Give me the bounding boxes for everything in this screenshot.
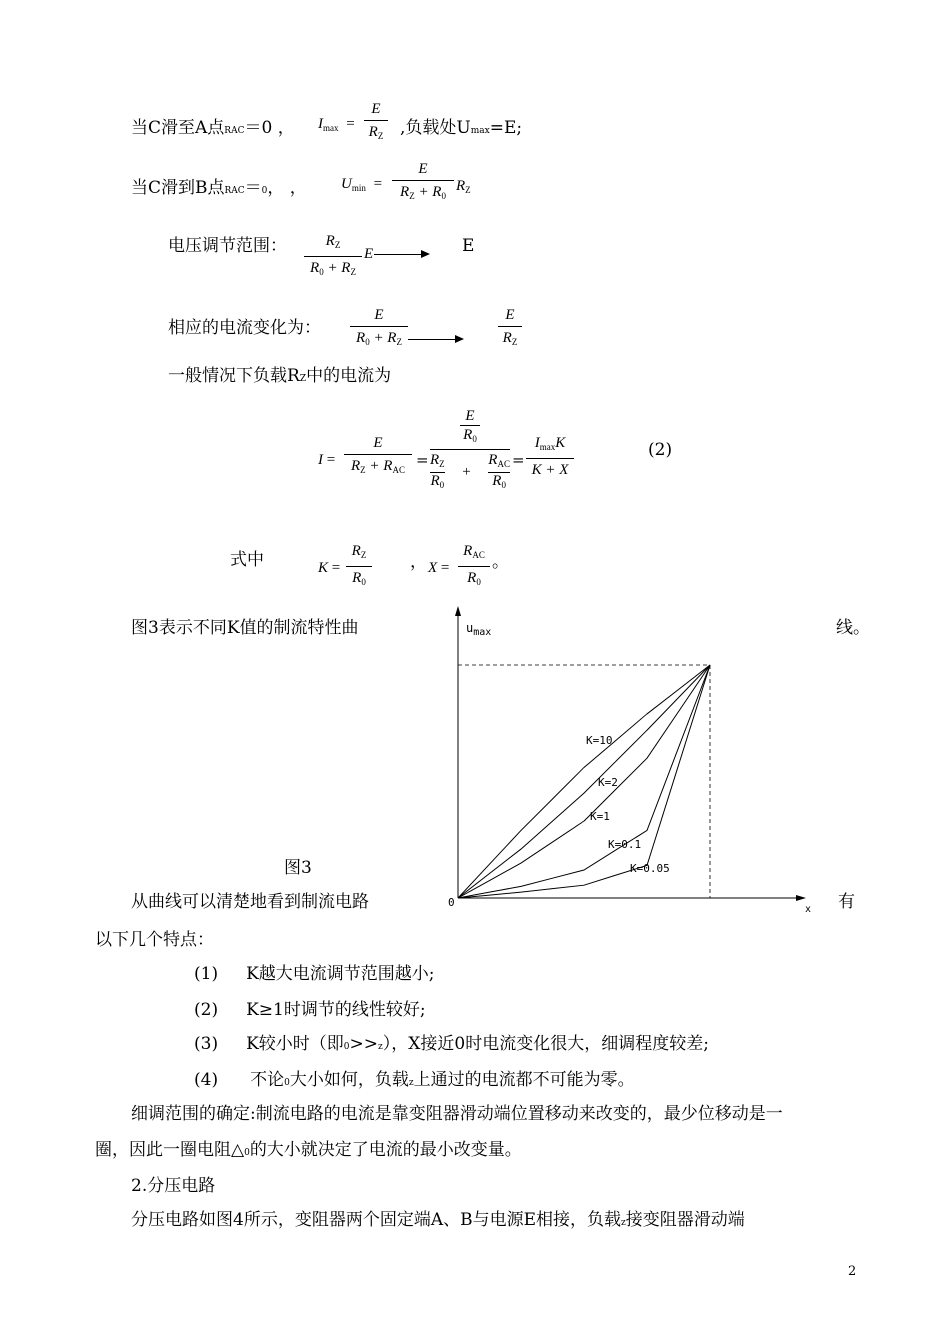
eq2-lhs: I = (318, 452, 336, 468)
series-label: K=0.1 (608, 838, 642, 851)
equals: = (373, 176, 383, 192)
divider-circuit-line: 分压电路如图4所示，变阻器两个固定端A、B与电源E相接，负载z接变阻器滑动端 (131, 1210, 745, 1230)
eq2-fraction-1: E $R_Z + R_{AC}$ (344, 434, 412, 479)
curve-k-10 (458, 665, 710, 898)
text: ＝ (244, 178, 262, 198)
subscript: max (323, 123, 339, 133)
y-axis-label: $u_{max}$ (466, 621, 492, 638)
text: ＝0 ， (244, 118, 295, 138)
numerator: E (371, 101, 381, 117)
text: 当C滑到B点 (131, 178, 225, 198)
k-fraction: $R_Z$ $R_0$ (346, 542, 372, 591)
equals: = (346, 116, 355, 132)
line-rac-zero (131, 118, 295, 141)
subscript: 0 (261, 186, 268, 196)
x-fraction: $R_{AC}$ $R_0$ (458, 542, 490, 591)
fraction-bar (392, 180, 454, 181)
fig3-caption: 图3 (284, 858, 312, 878)
eq2-equals: = (416, 451, 429, 469)
curve-observation-tail: 有 (838, 892, 855, 912)
fraction-e-r0rz (350, 306, 408, 351)
e-symbol: E (364, 246, 374, 262)
fraction-e-rz (364, 100, 388, 145)
features-intro: 以下几个特点： (95, 930, 214, 950)
fig3-chart (440, 600, 820, 920)
x-axis-label: x (805, 904, 812, 915)
curve-k-1 (458, 665, 710, 898)
line-rac-r0 (131, 178, 307, 201)
fraction-e-rz-target (498, 306, 522, 351)
eq2-equals-2: = (512, 451, 525, 469)
general-current-line: 一般情况下负载RZ中的电流为 (168, 366, 392, 386)
series-label: K=10 (586, 734, 613, 747)
rz-factor: $R_Z$ (456, 178, 471, 195)
series-label: K=1 (590, 810, 610, 823)
load-umax (400, 118, 522, 141)
numerator: E (505, 307, 515, 323)
denominator: $R_Z + R_0$ (400, 184, 446, 201)
list-item-4: (4) 不论0大小如何，负载z上通过的电流都不可能为零。 (194, 1070, 635, 1090)
denominator: $R_0 + R_Z$ (356, 330, 402, 347)
text: ， ， (267, 178, 307, 198)
series-label: K=0.05 (630, 862, 670, 875)
fraction-bar (304, 256, 362, 257)
comma: ， (410, 552, 427, 572)
voltage-range-target: E (462, 236, 475, 256)
x-axis-arrow-icon (796, 895, 806, 901)
curve-k-0-1 (458, 665, 710, 898)
fig3-description-tail: 线。 (836, 618, 870, 638)
numerator: $R_Z$ (325, 233, 341, 250)
fraction-e-rz-r0 (392, 160, 454, 205)
fine-range-line-1: 细调范围的确定:制流电路的电流是靠变阻器滑动端位置移动来改变的，最少位移动是一 (131, 1104, 783, 1124)
k-def-lhs: K = (318, 560, 341, 576)
curve-k-2 (458, 665, 710, 898)
fine-range-line-2: 圈，因此一圈电阻△0的大小就决定了电流的最小改变量。 (95, 1140, 522, 1160)
denominator: $R_Z$ (502, 330, 518, 347)
list-item-1: (1) K越大电流调节范围越小; (194, 964, 435, 984)
where-label: 式中 (230, 550, 264, 570)
text: 当C滑至A点 (131, 118, 225, 138)
page-number: 2 (848, 1264, 857, 1279)
right-arrow-icon (408, 339, 462, 340)
denominator: $R_Z$ (368, 124, 384, 141)
subscript: RAC (224, 186, 245, 196)
numerator: E (418, 161, 428, 177)
i-max-symbol (318, 114, 355, 138)
series-label: K=2 (598, 776, 618, 789)
subscript: min (351, 183, 366, 193)
eq2-fraction-3: $I_{max}K$ K + X (526, 434, 574, 479)
voltage-range-label: 电压调节范围： (168, 236, 287, 256)
symbol: I (318, 116, 323, 132)
list-item-2: (2) K≥1时调节的线性较好; (194, 1000, 426, 1020)
list-item-3: (3) K较小时（即0>>z），X接近0时电流变化很大，细调程度较差; (194, 1034, 709, 1054)
symbol: U (341, 176, 352, 192)
current-change-label: 相应的电流变化为： (168, 318, 321, 338)
text: ,负载处U (400, 118, 471, 138)
equation-number: (2) (648, 440, 673, 460)
numerator: E (374, 307, 384, 323)
origin-label: 0 (448, 896, 455, 909)
fraction-rz-r0rz (304, 232, 362, 281)
subscript: max (470, 126, 490, 136)
subscript: RAC (224, 126, 245, 136)
fraction-bar (498, 326, 522, 327)
right-arrow-icon (374, 254, 428, 255)
u-min-symbol (341, 174, 382, 198)
section-heading: 2.分压电路 (131, 1176, 216, 1196)
denominator: $R_0 + R_Z$ (310, 260, 356, 277)
fraction-bar (364, 120, 388, 121)
curve-observation: 从曲线可以清楚地看到制流电路 (131, 892, 369, 912)
fraction-bar (350, 326, 408, 327)
period: 。 (492, 552, 509, 572)
y-axis-arrow-icon (455, 606, 461, 616)
x-def-lhs: X = (428, 560, 450, 576)
eq2-fraction-2: E $R_0$ $R_Z$ $R_0$ + $R_{AC}$ $R_0$ (430, 408, 510, 490)
curve-k-0-05 (458, 665, 710, 898)
fig3-description: 图3表示不同K值的制流特性曲 (131, 618, 359, 638)
text: =E; (489, 118, 523, 138)
